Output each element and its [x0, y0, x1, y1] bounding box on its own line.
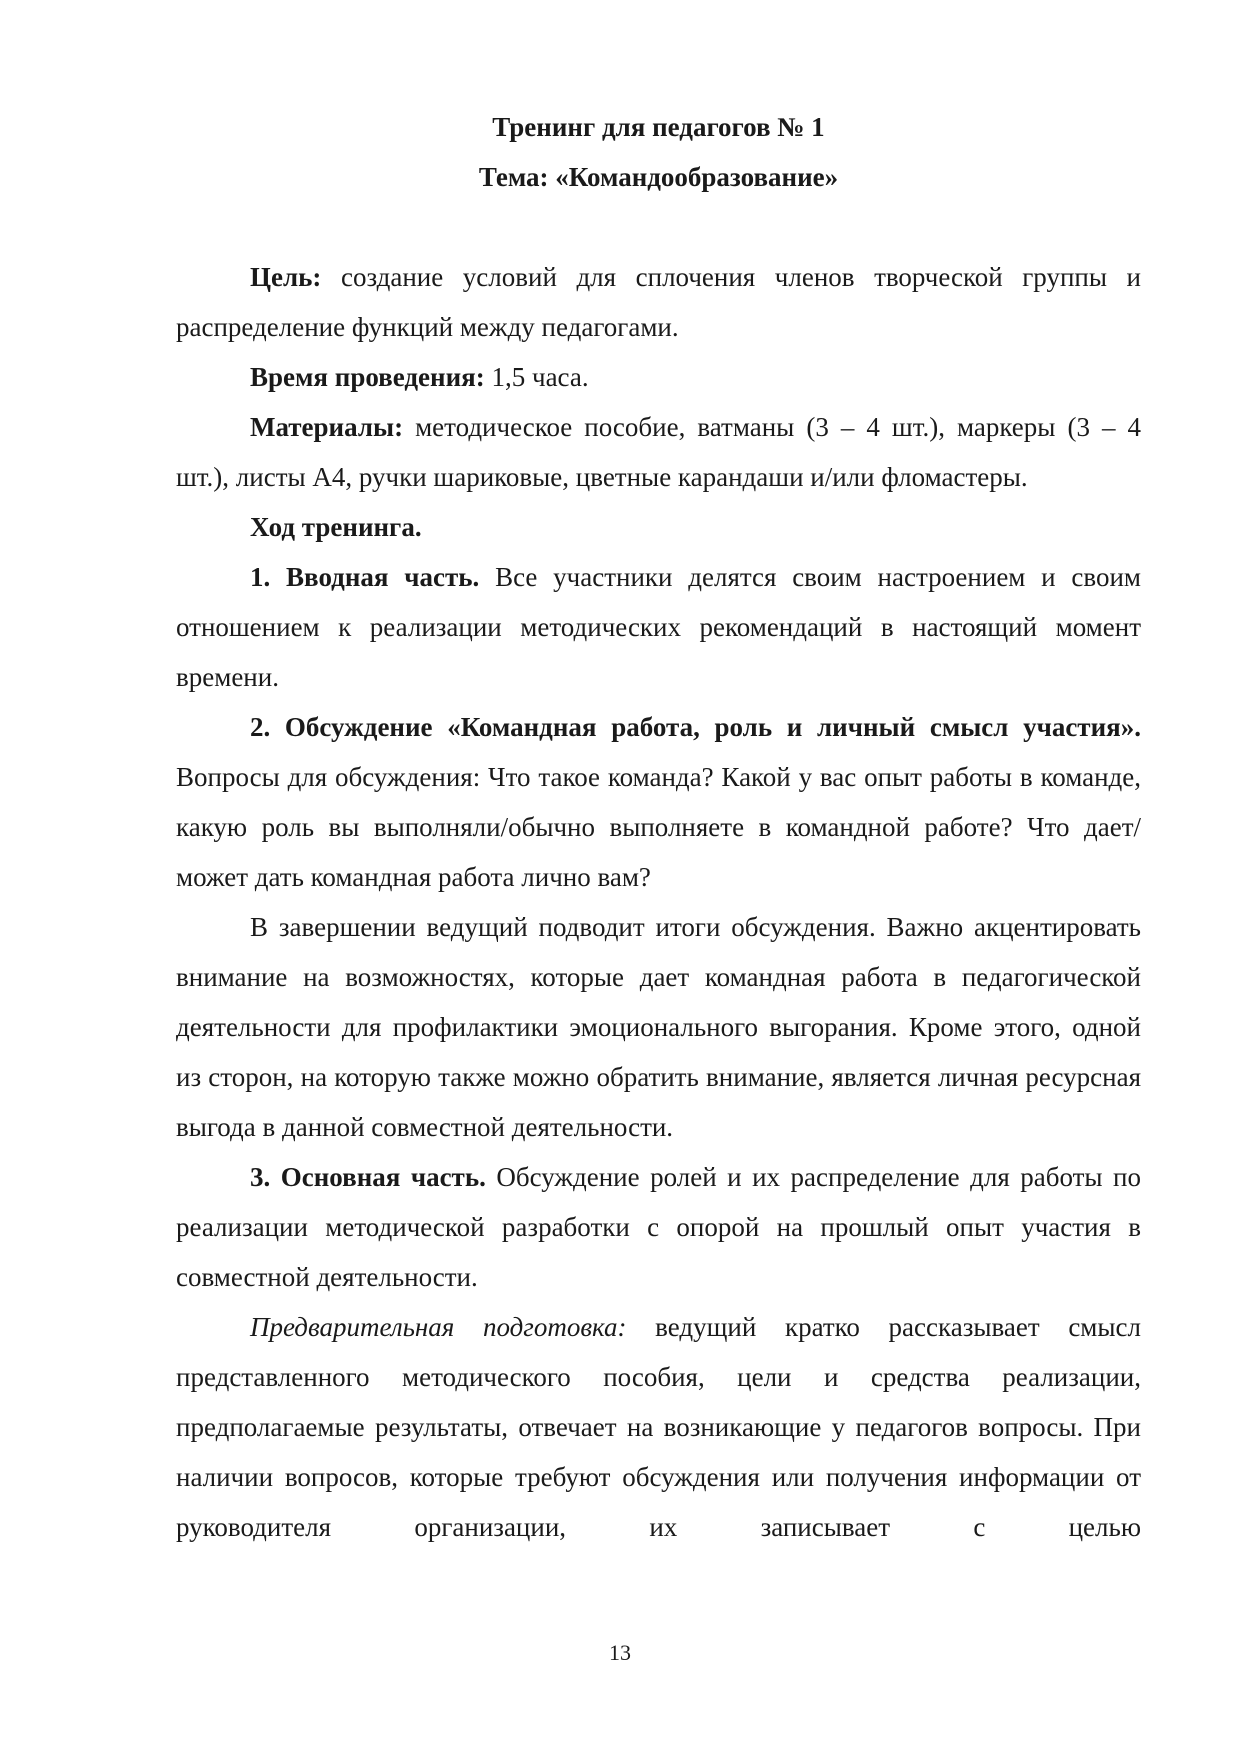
duration-label: Время проведения: [250, 362, 485, 392]
course-heading-paragraph [176, 502, 1141, 552]
goal-label: Цель: [250, 262, 322, 292]
part3-label: 3. Основная часть. [250, 1162, 486, 1192]
document-topic: Тема: «Командообразование» [478, 162, 839, 192]
preparation-paragraph [176, 1302, 1141, 1552]
materials-label: Материалы: [250, 412, 404, 442]
part3-text: Обсуждение ролей и их распределение для работы по реализации методической разработки с опорой на прошлый опыт участия в совместной деятельности. [176, 1162, 1141, 1292]
materials-text: методическое пособие, ватманы (3 – 4 шт.), маркеры (3 – 4 шт.), листы А4, ручки шариковые, цветные карандаши и/или фломастеры. [176, 412, 1141, 492]
document-body [176, 102, 1141, 1552]
preparation-text: ведущий кратко рассказывает смысл представленного методического пособия, цели и средства реализации, предполагаемые результаты, отвечает на возникающие у педагогов вопросы. При наличии вопросов, которые требуют обсуждения или получения информации от руководителя организации, их записывает с целью [176, 1312, 1141, 1542]
preparation-label: Предварительная подготовка: [250, 1312, 627, 1342]
part1-text: Все участники делятся своим настроением и своим отношением к реализации методических рекомендаций в настоящий момент времени. [176, 562, 1141, 692]
part2-paragraph [176, 702, 1141, 902]
goal-text: создание условий для сплочения членов творческой группы и распределение функций между педагогами. [176, 262, 1141, 342]
duration-text: 1,5 часа. [484, 362, 589, 392]
part1-label: 1. Вводная часть. [250, 562, 480, 592]
part1-paragraph [176, 552, 1141, 702]
goal-paragraph [176, 252, 1141, 352]
part3-paragraph [176, 1152, 1141, 1302]
materials-paragraph [176, 402, 1141, 502]
duration-paragraph [176, 352, 1141, 402]
conclusion-paragraph: В завершении ведущий подводит итоги обсуждения. Важно акцентировать внимание на возможностях, которые дает командная работа в педагогической деятельности для профилактики эмоционального выгорания. Кроме этого, одной из сторон, на которую также можно обратить внимание, является личная ресурсная выгода в данной совместной деятельности. [176, 912, 1141, 1142]
part2-label: 2. Обсуждение «Командная работа, роль и личный смысл участия». [250, 712, 1141, 742]
document-title: Тренинг для педагогов № 1 [492, 112, 825, 142]
page-number: 13 [609, 1640, 631, 1665]
part2-text: Вопросы для обсуждения: Что такое команда? Какой у вас опыт работы в команде, какую роль вы выполняли/обычно выполняете в командной работе? Что дает/может дать командная работа лично вам? [176, 762, 1141, 892]
course-heading: Ход тренинга. [250, 512, 422, 542]
